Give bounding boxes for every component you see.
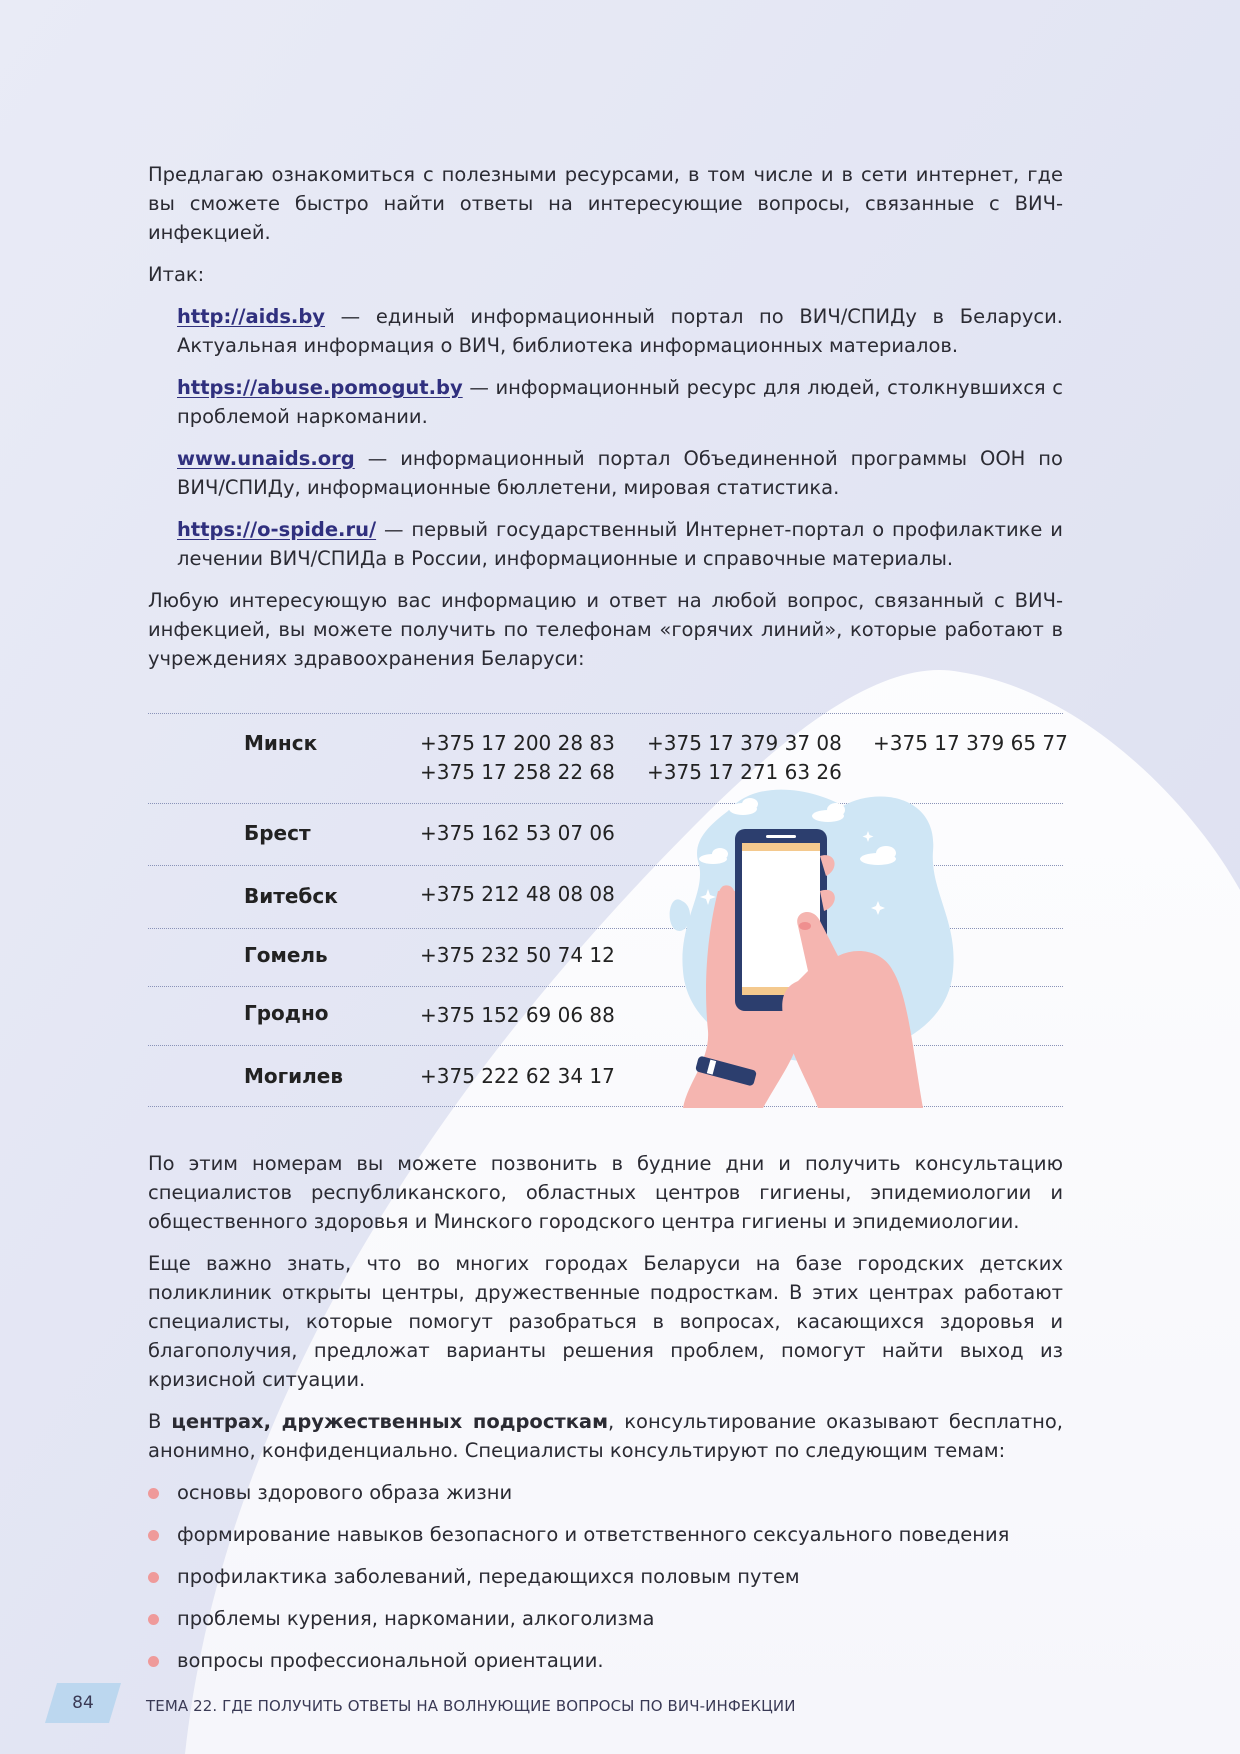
centers-bold: центрах, дружественных подросткам bbox=[171, 1410, 609, 1433]
phone-number: +375 212 48 08 08 bbox=[420, 882, 615, 906]
page-content bbox=[148, 160, 1068, 1688]
phone-number: +375 152 69 06 88 bbox=[420, 1003, 615, 1027]
bullet-icon bbox=[148, 1488, 159, 1499]
bullet-icon bbox=[148, 1614, 159, 1625]
city-grodno: Гродно bbox=[244, 1001, 329, 1025]
after-table-section bbox=[148, 1149, 1063, 1675]
phone-number: +375 162 53 07 06 bbox=[420, 821, 615, 845]
divider bbox=[148, 713, 1063, 714]
city-brest: Брест bbox=[244, 821, 311, 845]
phone-number: +375 17 258 22 68 bbox=[420, 760, 615, 784]
intro-paragraph: Предлагаю ознакомиться с полезными ресурсами, в том числе и в сети интернет, где вы сможете быстро найти ответы на интересующие вопросы, связанные с ВИЧ-инфекцией. bbox=[148, 163, 1063, 244]
resource-item: https://abuse.pomogut.by — информационный ресурс для людей, столкнувшихся с проблемой наркомании. bbox=[177, 376, 1064, 428]
after-table-paragraph: По этим номерам вы можете позвонить в будние дни и получить консультацию специалистов республиканского, областных центров гигиены, эпидемиологии и общественного здоровья и Минского городского центра гигиены и эпидемиологии. bbox=[148, 1152, 1063, 1233]
resource-description: информационный портал Объединенной программы ООН по ВИЧ/СПИДу, информационные бюллетени, мировая статистика. bbox=[177, 447, 1063, 499]
list-item: профилактика заболеваний, передающихся половым путем bbox=[148, 1562, 1063, 1591]
bullet-icon bbox=[148, 1572, 159, 1583]
footer-title: ТЕМА 22. ГДЕ ПОЛУЧИТЬ ОТВЕТЫ НА ВОЛНУЮЩИЕ ВОПРОСЫ ПО ВИЧ-ИНФЕКЦИИ bbox=[146, 1697, 796, 1715]
phone-number: +375 222 62 34 17 bbox=[420, 1064, 615, 1088]
centers-paragraph: Еще важно знать, что во многих городах Беларуси на базе городских детских поликлиник открыты центры, дружественные подросткам. В этих центрах работают специалисты, которые помогут разобраться в вопросах, касающихся здоровья и благополучия, предложат варианты решения проблем, помогут найти выход из кризисной ситуации. bbox=[148, 1252, 1063, 1391]
bullet-icon bbox=[148, 1656, 159, 1667]
smartphone-illustration bbox=[668, 781, 968, 1108]
resource-link-ospide[interactable]: https://o-spide.ru/ bbox=[177, 518, 377, 541]
topics-list bbox=[148, 1478, 1063, 1675]
resource-link-unaids[interactable]: www.unaids.org bbox=[177, 447, 355, 470]
resource-description: первый государственный Интернет-портал о профилактике и лечении ВИЧ/СПИДа в России, информационные и справочные материалы. bbox=[177, 518, 1063, 570]
itak-label: Итак: bbox=[148, 263, 205, 286]
list-item: проблемы курения, наркомании, алкоголизма bbox=[148, 1604, 1063, 1633]
resource-item: www.unaids.org — информационный портал Объединенной программы ООН по ВИЧ/СПИДу, информационные бюллетени, мировая статистика. bbox=[177, 447, 1063, 499]
phone-number: +375 17 379 65 77 bbox=[873, 731, 1068, 755]
resource-description: единый информационный портал по ВИЧ/СПИДу в Беларуси. Актуальная информация о ВИЧ, библиотека информационных материалов. bbox=[177, 305, 1063, 357]
list-item: формирование навыков безопасного и ответственного сексуального поведения bbox=[148, 1520, 1063, 1549]
hotline-intro: Любую интересующую вас информацию и ответ на любой вопрос, связанный с ВИЧ-инфекцией, вы можете получить по телефонам «горячих линий», которые работают в учреждениях здравоохранения Беларуси: bbox=[148, 589, 1063, 670]
city-vitebsk: Витебск bbox=[244, 884, 338, 908]
consult-paragraph: В центрах, дружественных подросткам, консультирование оказывают бесплатно, анонимно, конфиденциально. Специалисты консультируют по следующим темам: bbox=[148, 1410, 1063, 1462]
city-gomel: Гомель bbox=[244, 943, 328, 967]
bullet-icon bbox=[148, 1530, 159, 1541]
list-item: основы здорового образа жизни bbox=[148, 1478, 1063, 1507]
city-mogilev: Могилев bbox=[244, 1064, 343, 1088]
phone-number: +375 232 50 74 12 bbox=[420, 943, 615, 967]
resource-link-aids[interactable]: http://aids.by bbox=[177, 305, 326, 328]
hotline-table bbox=[148, 713, 1068, 1107]
resource-list bbox=[177, 302, 1063, 573]
phone-number: +375 17 200 28 83 bbox=[420, 731, 615, 755]
phone-number: +375 17 379 37 08 bbox=[647, 731, 842, 755]
resource-item: https://o-spide.ru/ — первый государственный Интернет-портал о профилактике и лечении ВИЧ/СПИДа в России, информационные и справочные материалы. bbox=[177, 518, 1063, 570]
phone-number: +375 17 271 63 26 bbox=[647, 760, 842, 784]
resource-item: http://aids.by — единый информационный портал по ВИЧ/СПИДу в Беларуси. Актуальная информация о ВИЧ, библиотека информационных материалов. bbox=[177, 305, 1063, 357]
resource-link-pomogut[interactable]: https://abuse.pomogut.by bbox=[177, 376, 463, 399]
list-item: вопросы профессиональной ориентации. bbox=[148, 1646, 1063, 1675]
resource-description: информационный ресурс для людей, столкнувшихся с проблемой наркомании. bbox=[177, 376, 1064, 428]
city-minsk: Минск bbox=[244, 731, 318, 755]
page-number: 84 bbox=[72, 1693, 94, 1713]
